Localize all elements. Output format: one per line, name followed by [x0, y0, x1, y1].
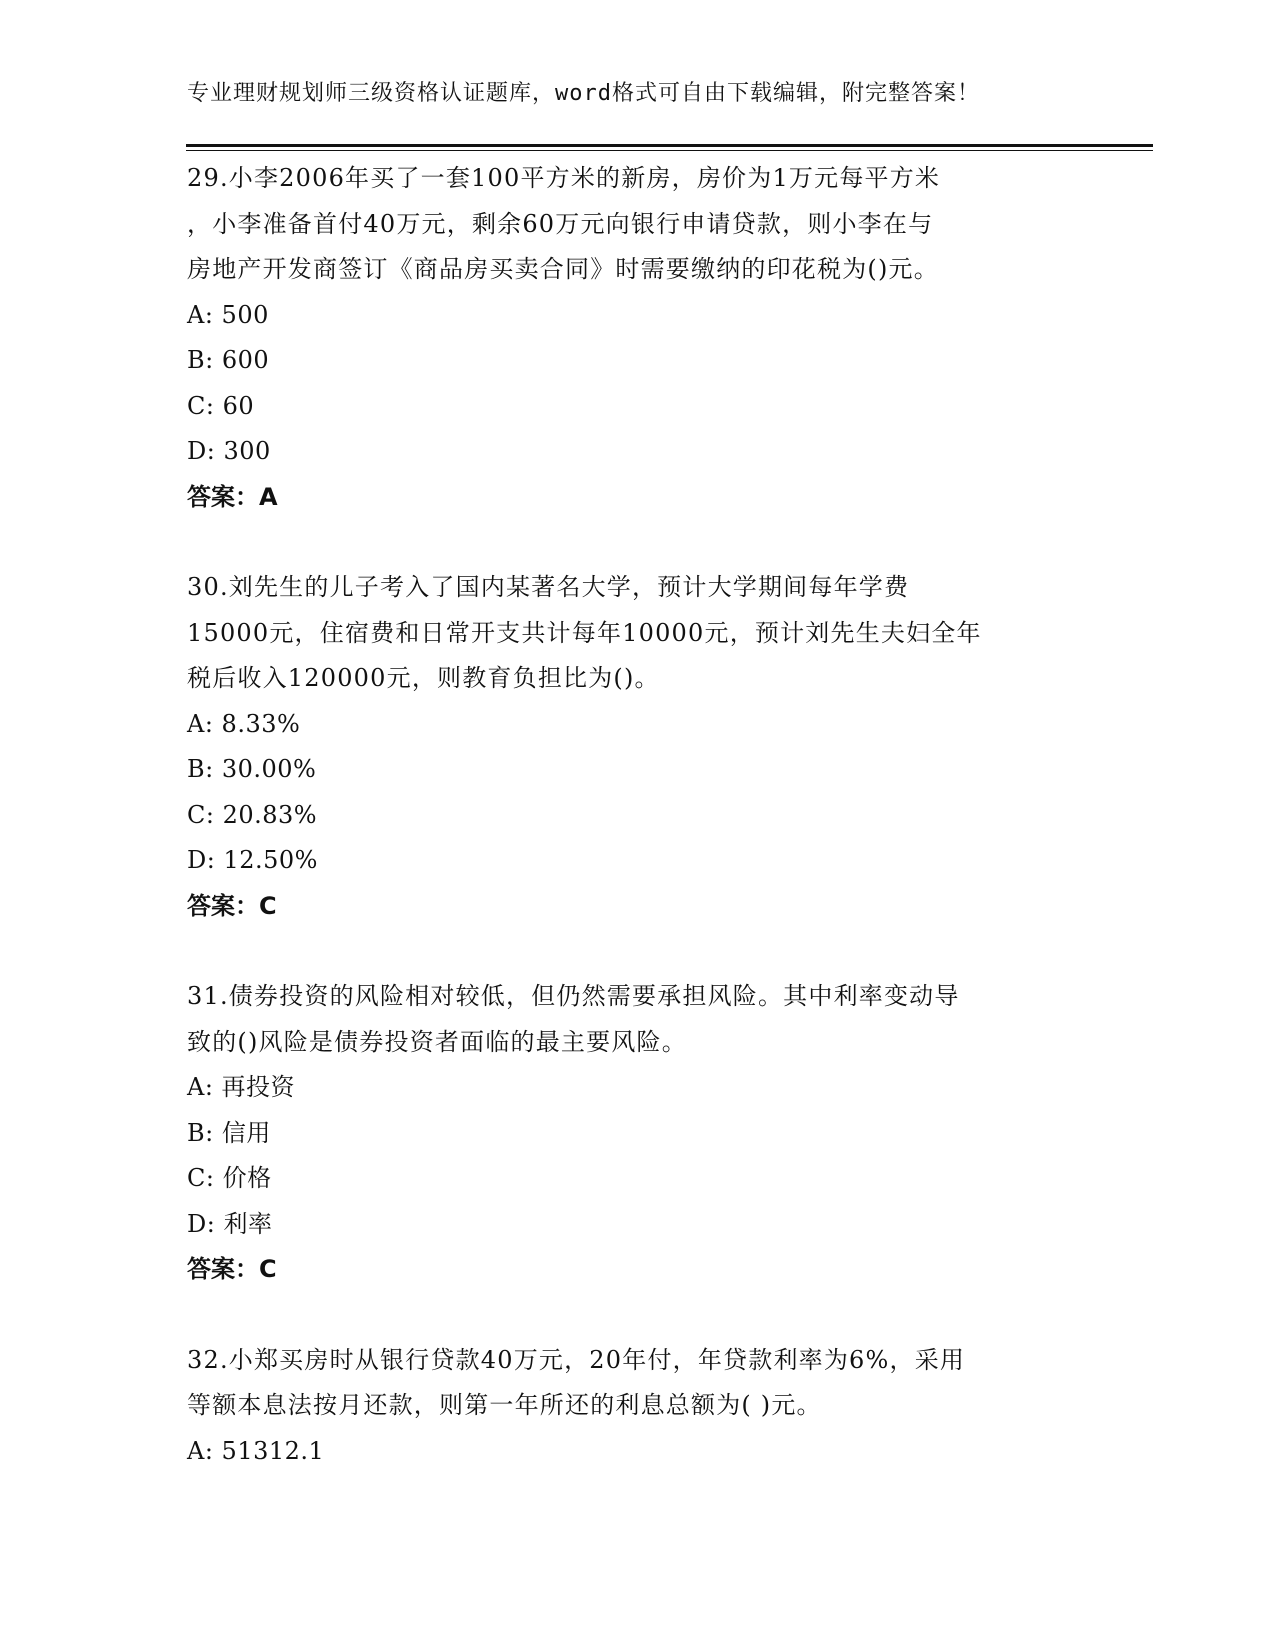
option-a: A: 8.33%	[187, 709, 301, 738]
question-text-line: 30.刘先生的儿子考入了国内某著名大学，预计大学期间每年学费	[187, 573, 910, 601]
question-text-line: 15000元，住宿费和日常开支共计每年10000元，预计刘先生夫妇全年	[187, 618, 982, 647]
option-c: C: 20.83%	[187, 800, 318, 829]
option-b: B: 600	[187, 346, 270, 374]
option-b: B: 30.00%	[187, 755, 317, 783]
question-text-line: 29.小李2006年买了一套100平方米的新房，房价为1万元每平方米	[187, 164, 941, 192]
question-30	[187, 565, 1087, 929]
question-text-line: 房地产开发商签订《商品房买卖合同》时需要缴纳的印花税为()元。	[187, 255, 939, 283]
option-b: B: 信用	[187, 1118, 271, 1147]
question-text-line: ，小李准备首付40万元，剩余60万元向银行申请贷款，则小李在与	[187, 209, 934, 238]
answer-line: 答案：C	[187, 891, 277, 920]
page-header: 专业理财规划师三级资格认证题库，word格式可自由下载编辑，附完整答案！	[187, 81, 980, 106]
question-32	[187, 1338, 1087, 1475]
answer-line: 答案：A	[187, 482, 278, 511]
header-rule-thin	[186, 150, 1153, 151]
question-spacer	[187, 520, 1087, 565]
question-spacer	[187, 929, 1087, 974]
answer-line: 答案：C	[187, 1255, 277, 1283]
question-text-line: 32.小郑买房时从银行贷款40万元，20年付，年贷款利率为6%，采用	[187, 1345, 966, 1374]
question-text-line: 31.债券投资的风险相对较低，但仍然需要承担风险。其中利率变动导	[187, 982, 960, 1010]
question-list	[187, 156, 1087, 1474]
option-a: A: 500	[187, 300, 269, 329]
option-c: C: 60	[187, 391, 255, 420]
question-spacer	[187, 1293, 1087, 1338]
question-text-line: 税后收入120000元，则教育负担比为()。	[187, 664, 660, 692]
option-d: D: 利率	[187, 1209, 273, 1238]
question-31	[187, 974, 1087, 1293]
option-a: A: 再投资	[187, 1073, 296, 1101]
option-c: C: 价格	[187, 1164, 272, 1192]
option-d: D: 12.50%	[187, 846, 318, 874]
option-a: A: 51312.1	[187, 1436, 325, 1465]
question-text-line: 致的()风险是债券投资者面临的最主要风险。	[187, 1027, 687, 1056]
question-text-line: 等额本息法按月还款，则第一年所还的利息总额为( )元。	[187, 1391, 822, 1419]
header-rule-thick	[186, 144, 1153, 147]
option-d: D: 300	[187, 437, 271, 465]
question-29	[187, 156, 1087, 520]
